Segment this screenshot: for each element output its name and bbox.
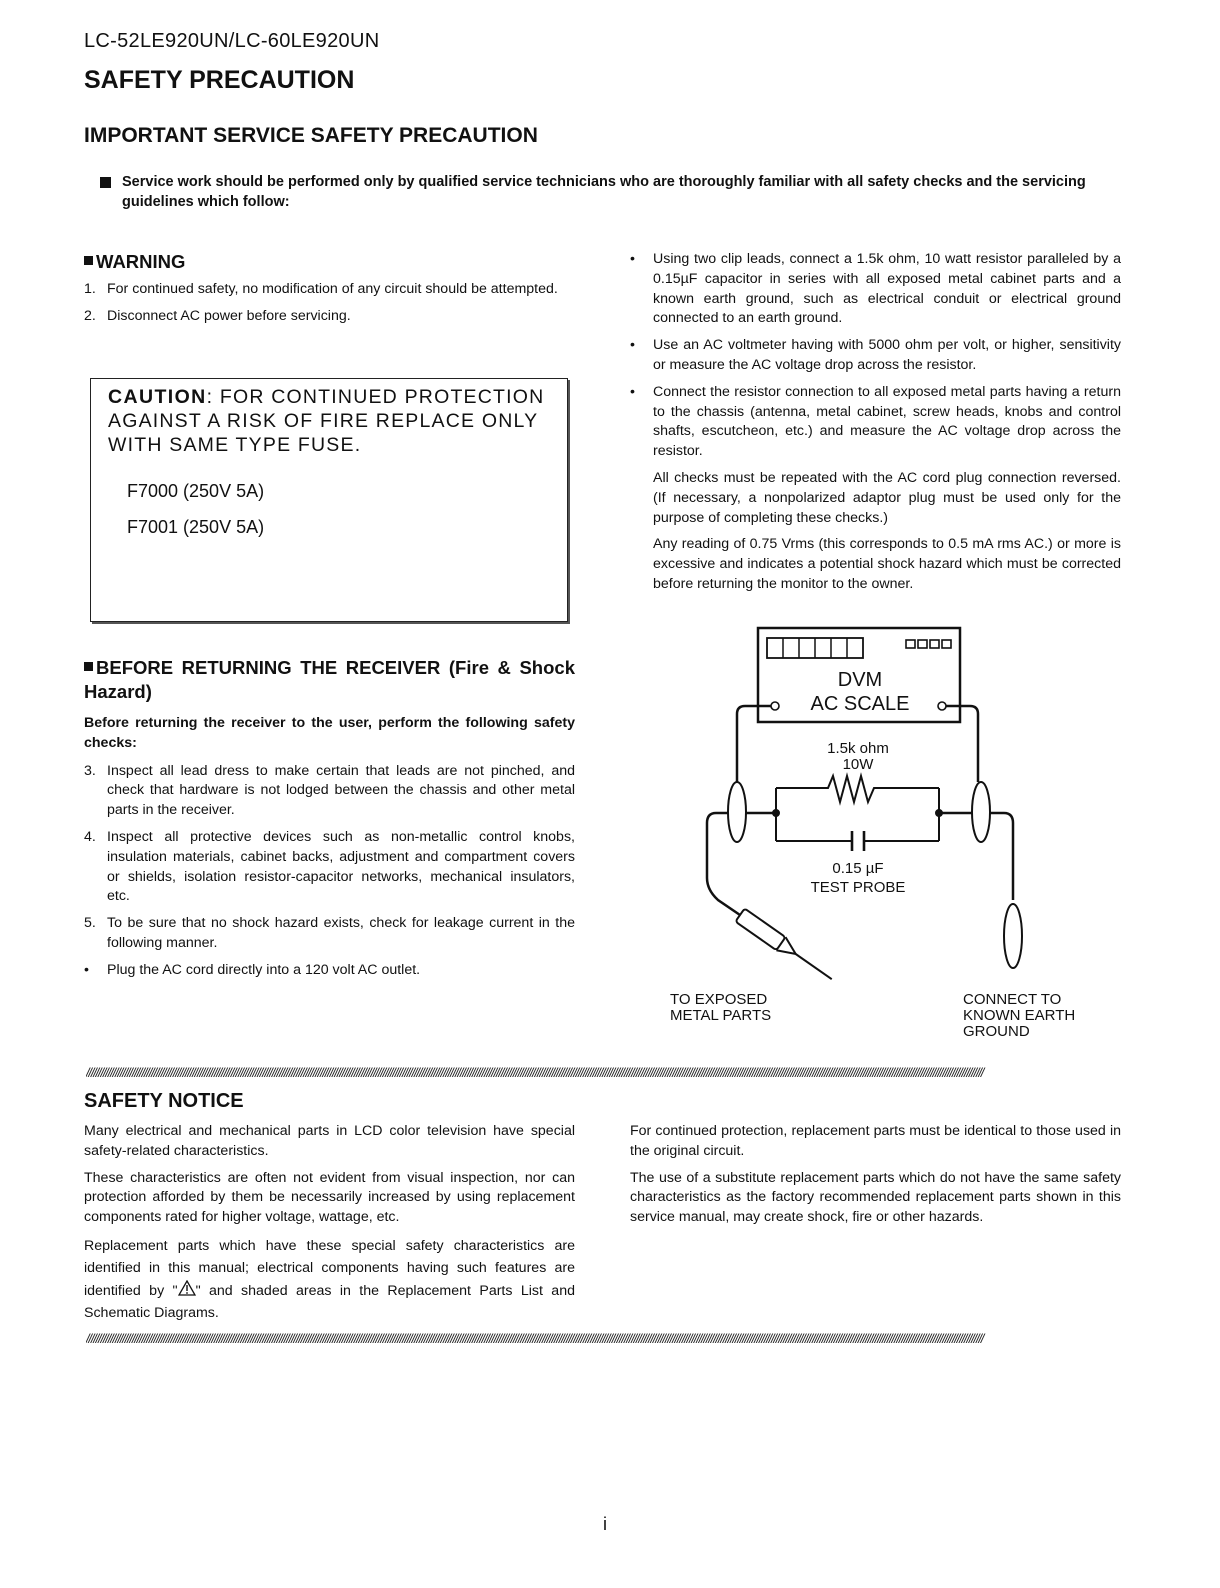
label-ground-1: CONNECT TO bbox=[963, 991, 1062, 1008]
before-returning-section bbox=[84, 656, 575, 988]
page-title: SAFETY PRECAUTION bbox=[84, 66, 355, 94]
model-number: LC-52LE920UN/LC-60LE920UN bbox=[84, 30, 380, 52]
list-item: • Connect the resistor connection to all exposed metal parts having a return to the chassis (antenna, metal cabinet, screw heads, knobs and control shafts, escutcheon, etc.) and measure the AC voltage drop across the resistor. bbox=[630, 383, 1121, 460]
resistor-symbol bbox=[776, 776, 939, 802]
checks-list bbox=[84, 762, 575, 981]
notice-paragraph: Many electrical and mechanical parts in LCD color television have special safety-related characteristics. bbox=[84, 1123, 575, 1159]
list-item: • Plug the AC cord directly into a 120 volt AC outlet. bbox=[84, 961, 421, 978]
test-probe bbox=[735, 908, 836, 985]
fuse-f7000: F7000 (250V 5A) bbox=[127, 481, 265, 501]
reversed-plug-note: All checks must be repeated with the AC cord plug connection reversed. (If necessary, a nonpolarized adaptor plug must be used only for the purpose of completing these checks.) bbox=[653, 469, 1121, 526]
warning-triangle-icon bbox=[178, 1280, 196, 1296]
list-item: 2. Disconnect AC power before servicing. bbox=[84, 307, 351, 324]
label-ground-2: KNOWN EARTH bbox=[963, 1007, 1076, 1024]
probe-label: TEST PROBE bbox=[810, 879, 906, 896]
resistor-wattage: 10W bbox=[842, 756, 874, 773]
notice-paragraph: For continued protection, replacement parts must be identical to those used in the original circuit. bbox=[630, 1123, 1121, 1159]
meter-label-dvm: DVM bbox=[837, 669, 883, 691]
caution-box bbox=[90, 378, 568, 622]
safety-notice-right bbox=[630, 1122, 1121, 1228]
list-item: 4. Inspect all protective devices such as non-metallic control knobs, insulation materials, cabinet backs, adjustment and compartment covers or shields, isolation resistor-capacitor networks, mechanical insulators, etc. bbox=[84, 828, 575, 905]
leakage-test-diagram bbox=[640, 620, 1120, 1050]
square-bullet-icon bbox=[84, 662, 93, 671]
page-number: i bbox=[603, 1514, 607, 1534]
before-returning-heading: BEFORE RETURNING THE RECEIVER (Fire & Shock Hazard) bbox=[84, 657, 575, 702]
meter-label-ac-scale: AC SCALE bbox=[810, 693, 910, 715]
list-item: 5. To be sure that no shock hazard exists, check for leakage current in the following manner. bbox=[84, 915, 575, 951]
meter-terminal-right bbox=[938, 702, 946, 710]
list-item: 3. Inspect all lead dress to make certain that leads are not pinched, and check that hardware is not lodged between the chassis and other metal parts in the receiver. bbox=[84, 762, 575, 819]
hatch-divider-bottom: //////////////////////////////////////////////////////////////////////////////////////////////////////////////////////////////////////////////////////////////////////////////////////////////////////////////////////////////////////////////////////////////////////////////////////////////////////////////////////////////////////////////////////////////////////////////////// bbox=[86, 1332, 984, 1346]
list-item: • Using two clip leads, connect a 1.5k ohm, 10 watt resistor paralleled by a 0.15µF capacitor in series with all exposed metal cabinet parts and a known earth ground, such as electrical conduit or electrical ground connected to an earth ground. bbox=[630, 251, 1121, 327]
leakage-test-instructions bbox=[630, 250, 1121, 595]
caution-text: CAUTION: FOR CONTINUED PROTECTION AGAINST A RISK OF FIRE REPLACE ONLY WITH SAME TYPE FUSE. bbox=[108, 386, 545, 456]
excessive-reading-note: Any reading of 0.75 Vrms (this corresponds to 0.5 mA rms AC.) or more is excessive and indicates a potential shock hazard which must be corrected before returning the monitor to the owner. bbox=[653, 536, 1121, 592]
section-title: IMPORTANT SERVICE SAFETY PRECAUTION bbox=[84, 124, 538, 147]
notice-paragraph: Replacement parts which have these special safety characteristics are identified in this manual; electrical components having such features are identified by " " and shaded areas in the Replacement Parts List and Schematic Diagrams. bbox=[84, 1237, 575, 1322]
label-exposed-2: METAL PARTS bbox=[670, 1007, 772, 1024]
list-item: • Use an AC voltmeter having with 5000 ohm per volt, or higher, sensitivity or measure the AC voltage drop across the resistor. bbox=[630, 337, 1121, 373]
notice-paragraph: The use of a substitute replacement parts which do not have the same safety characteristics as the factory recommended replacement parts shown in this service manual, may create shock, fire or other hazards. bbox=[630, 1169, 1121, 1226]
intro-text: Service work should be performed only by qualified service technicians who are thoroughly familiar with all safety checks and the servicing guidelines which follow: bbox=[122, 174, 1086, 210]
ground-clip bbox=[1004, 904, 1022, 968]
fuse-f7001: F7001 (250V 5A) bbox=[127, 517, 265, 537]
safety-notice-left bbox=[84, 1122, 575, 1325]
list-item: 1. For continued safety, no modification of any circuit should be attempted. bbox=[84, 281, 558, 297]
notice-paragraph: These characteristics are often not evident from visual inspection, nor can protection afforded by them be necessarily increased by using replacement components rated for higher voltage, wattage, etc. bbox=[84, 1169, 575, 1226]
warning-heading: WARNING bbox=[84, 250, 575, 274]
meter-terminal-left bbox=[771, 702, 779, 710]
label-ground-3: GROUND bbox=[963, 1023, 1030, 1040]
warning-section bbox=[84, 250, 575, 334]
resistor-value: 1.5k ohm bbox=[827, 740, 889, 757]
warning-list bbox=[84, 280, 575, 327]
intro-note bbox=[100, 172, 1120, 212]
capacitor-value: 0.15 µF bbox=[832, 860, 884, 877]
square-bullet-icon bbox=[84, 256, 93, 265]
square-bullet-icon bbox=[100, 177, 111, 188]
hatch-divider-top: //////////////////////////////////////////////////////////////////////////////////////////////////////////////////////////////////////////////////////////////////////////////////////////////////////////////////////////////////////////////////////////////////////////////////////////////////////////////////////////////////////////////////////////////////////////////////// bbox=[86, 1066, 984, 1080]
safety-notice-heading: SAFETY NOTICE bbox=[84, 1090, 244, 1112]
label-exposed-1: TO EXPOSED bbox=[670, 991, 768, 1008]
procedure-list bbox=[630, 250, 1121, 462]
before-returning-lead: Before returning the receiver to the user, perform the following safety checks: bbox=[84, 715, 575, 751]
